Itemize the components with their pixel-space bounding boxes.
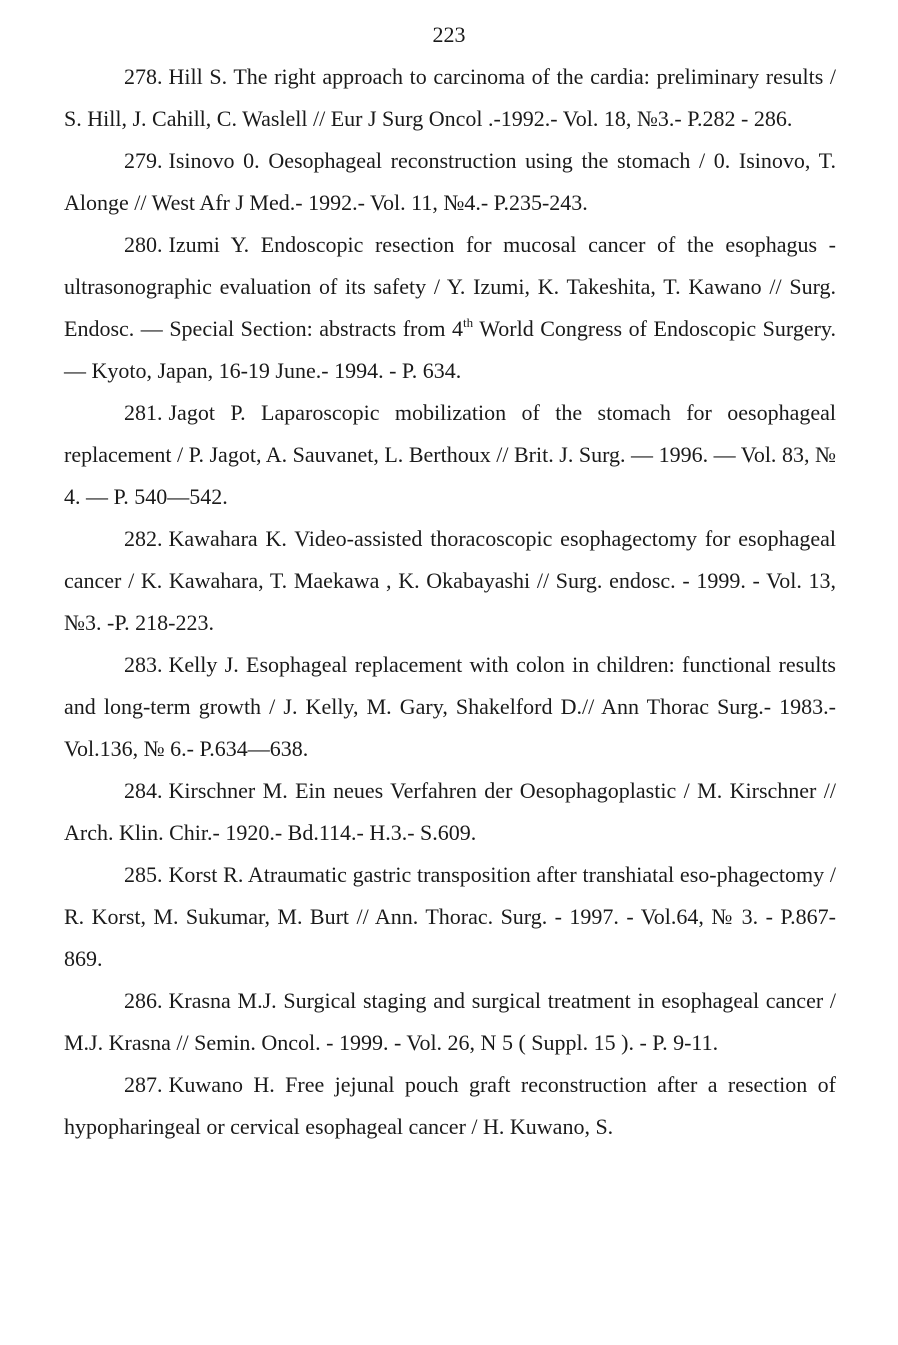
reference-285	[64, 854, 836, 980]
reference-number: 283.	[124, 652, 163, 677]
reference-text: Kawahara K. Video-assisted thoracoscopic esophagectomy for esophageal cancer / K. Kawahara, T. Maekawa , K. Okabayashi // Surg. endosc. - 1999. - Vol. 13, №3. -P. 218-223.	[64, 526, 836, 635]
reference-287	[64, 1064, 836, 1148]
reference-281	[64, 392, 836, 518]
reference-number: 285.	[124, 862, 163, 887]
reference-text: Kirschner M. Ein neues Verfahren der Oesophagoplastic / M. Kirschner // Arch. Klin. Chir.- 1920.- Bd.114.- H.3.- S.609.	[64, 778, 836, 845]
reference-number: 284.	[124, 778, 163, 803]
reference-number: 286.	[124, 988, 163, 1013]
reference-text: Hill S. The right approach to carcinoma of the cardia: preliminary results / S. Hill, J. Cahill, C. Waslell // Eur J Surg Oncol .-1992.- Vol. 18, №3.- P.282 - 286.	[64, 64, 836, 131]
reference-list	[64, 56, 836, 1148]
reference-text: Kuwano H. Free jejunal pouch graft reconstruction after a resection of hypopharingeal or cervical esophageal cancer / H. Kuwano, S.	[64, 1072, 836, 1139]
reference-282	[64, 518, 836, 644]
reference-text-continued: World Congress of Endoscopic Surgery. — Kyoto, Japan, 16-19 June.- 1994. - P. 634.	[64, 316, 836, 383]
reference-text: Krasna M.J. Surgical staging and surgical treatment in esophageal cancer / M.J. Krasna // Semin. Oncol. - 1999. - Vol. 26, N 5 ( Suppl. 15 ). - P. 9-11.	[64, 988, 836, 1055]
reference-number: 280.	[124, 232, 163, 257]
reference-number: 287.	[124, 1072, 163, 1097]
reference-number: 279.	[124, 148, 163, 173]
reference-text: Izumi Y. Endoscopic resection for mucosal cancer of the esophagus - ultrasonographic evaluation of its safety / Y. Izumi, K. Takeshita, T. Kawano // Surg. Endosc. — Special Section: abstracts from 4	[64, 232, 836, 341]
page-number: 223	[432, 22, 466, 47]
reference-number: 282.	[124, 526, 163, 551]
reference-text: Jagot P. Laparoscopic mobilization of the stomach for oesophageal replacement / P. Jagot, A. Sauvanet, L. Berthoux // Brit. J. Surg. — 1996. — Vol. 83, № 4. — P. 540—542.	[64, 400, 836, 509]
reference-279	[64, 140, 836, 224]
ordinal-superscript: th	[463, 315, 474, 330]
reference-284	[64, 770, 836, 854]
reference-text: Kelly J. Esophageal replacement with colon in children: functional results and long-term growth / J. Kelly, M. Gary, Shakelford D.// Ann Thorac Surg.- 1983.- Vol.136, № 6.- P.634—638.	[64, 652, 836, 761]
reference-286	[64, 980, 836, 1064]
reference-280	[64, 224, 836, 392]
reference-number: 281.	[124, 400, 163, 425]
reference-278	[64, 56, 836, 140]
reference-text: Korst R. Atraumatic gastric transposition after transhiatal eso-phagectomy / R. Korst, M. Sukumar, M. Burt // Ann. Thorac. Surg. - 1997. - Vol.64, № 3. - P.867-869.	[64, 862, 836, 971]
reference-text: Isinovo 0. Oesophageal reconstruction using the stomach / 0. Isinovo, T. Alonge // West Afr J Med.- 1992.- Vol. 11, №4.- P.235-243.	[64, 148, 836, 215]
reference-283	[64, 644, 836, 770]
reference-number: 278.	[124, 64, 163, 89]
